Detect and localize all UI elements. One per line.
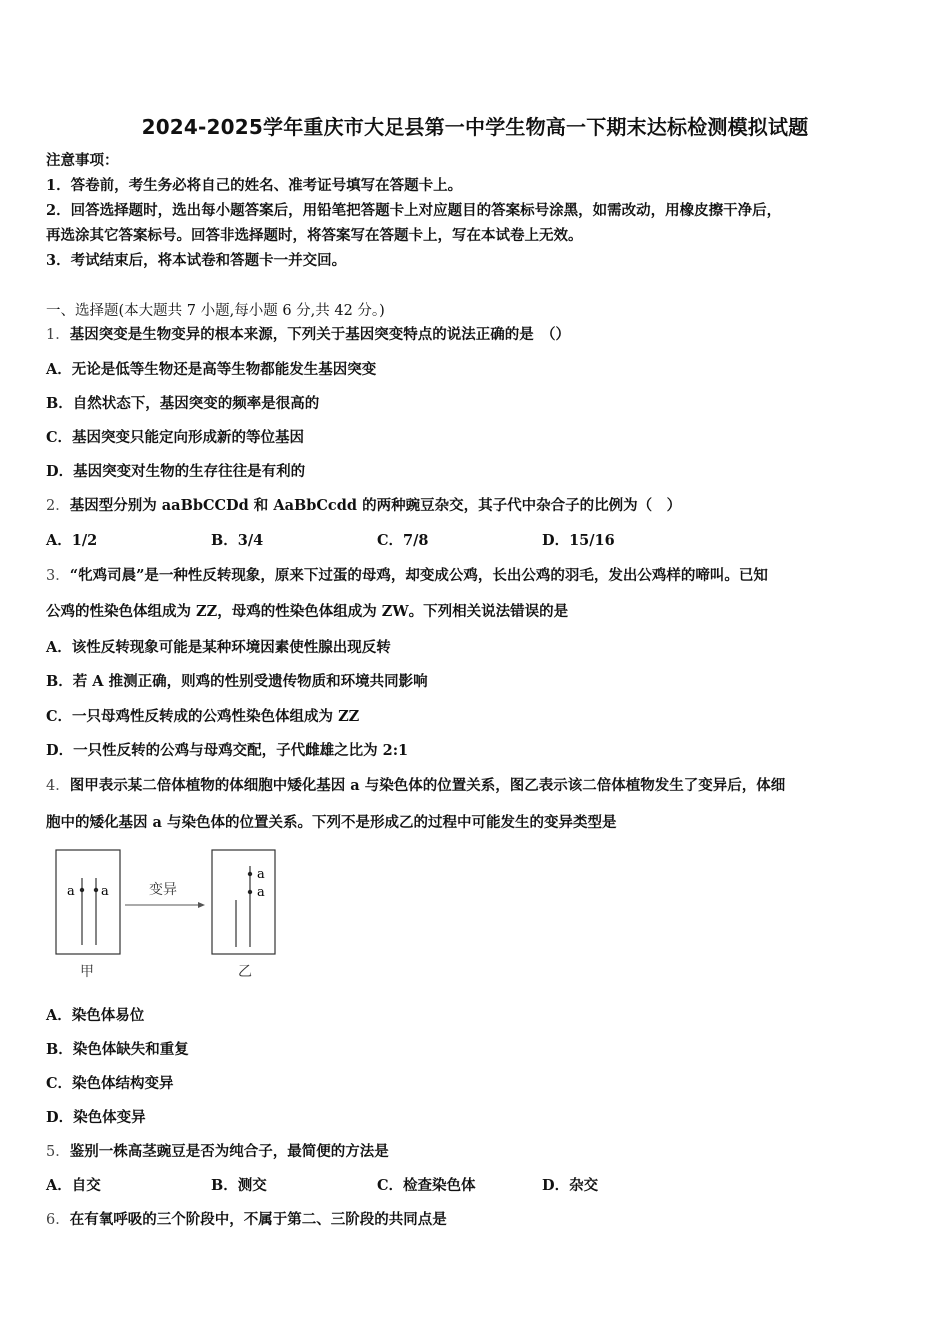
question-3 — [46, 566, 906, 586]
q3-option-c[interactable]: C．一只母鸡性反转成的公鸡性染色体组成为 ZZ — [46, 708, 360, 725]
figure-jia-box — [56, 850, 120, 954]
gene-label-right: a — [101, 884, 109, 899]
q4-option-c[interactable]: C．染色体结构变异 — [46, 1075, 174, 1092]
question-number: 4． — [46, 778, 70, 794]
question-number: 6． — [46, 1212, 70, 1228]
chromosome-figure — [55, 848, 285, 983]
q2-option-a[interactable]: A．1/2 — [46, 532, 98, 549]
question-5 — [46, 1142, 906, 1162]
q1-option-a[interactable]: A．无论是低等生物还是高等生物都能发生基因突变 — [46, 361, 377, 378]
question-number: 1． — [46, 327, 70, 343]
q5-option-c[interactable]: C．检查染色体 — [377, 1177, 476, 1194]
notice-item-1: 1．答卷前，考生务必将自己的姓名、准考证号填写在答题卡上。 — [46, 177, 463, 194]
q5-options — [46, 1176, 906, 1196]
notice-item-3: 3．考试结束后，将本试卷和答题卡一并交回。 — [46, 252, 347, 269]
q4-option-a[interactable]: A．染色体易位 — [46, 1007, 145, 1024]
question-stem: “牝鸡司晨”是一种性反转现象，原来下过蛋的母鸡，却变成公鸡，长出公鸡的羽毛，发出公鸡样的啼叫。已知 — [69, 567, 768, 584]
question-number: 2． — [46, 498, 70, 514]
gene-locus-dot — [248, 872, 252, 876]
question-1 — [46, 325, 906, 345]
q2-option-c[interactable]: C．7/8 — [377, 532, 429, 549]
q5-option-a[interactable]: A．自交 — [46, 1177, 101, 1194]
gene-locus-dot — [94, 888, 98, 892]
figure-label-jia: 甲 — [80, 964, 94, 980]
question-stem: 在有氧呼吸的三个阶段中，不属于第二、三阶段的共同点是 — [69, 1211, 447, 1228]
gene-locus-dot — [80, 888, 84, 892]
q1-option-b[interactable]: B．自然状态下，基因突变的频率是很高的 — [46, 395, 320, 412]
q2-option-b[interactable]: B．3/4 — [211, 532, 264, 549]
arrow-label: 变异 — [149, 882, 177, 898]
section-heading: 一、选择题(本大题共 7 小题,每小题 6 分,共 42 分。) — [46, 303, 385, 319]
question-number: 3． — [46, 568, 70, 584]
q3-option-a[interactable]: A．该性反转现象可能是某种环境因素使性腺出现反转 — [46, 639, 391, 656]
gene-label-top: a — [257, 867, 265, 882]
q4-option-b[interactable]: B．染色体缺失和重复 — [46, 1041, 189, 1058]
notice-item-2: 2．回答选择题时，选出每小题答案后，用铅笔把答题卡上对应题目的答案标号涂黑，如需改动，用橡皮擦干净后， — [46, 202, 782, 219]
q5-option-b[interactable]: B．测交 — [211, 1177, 267, 1194]
q1-option-c[interactable]: C．基因突变只能定向形成新的等位基因 — [46, 429, 305, 446]
q2-option-d[interactable]: D．15/16 — [542, 532, 615, 549]
gene-label-bottom: a — [257, 885, 265, 900]
gene-label-left: a — [67, 884, 75, 899]
question-number: 5． — [46, 1144, 70, 1160]
question-3-cont: 公鸡的性染色体组成为 ZZ，母鸡的性染色体组成为 ZW。下列相关说法错误的是 — [46, 603, 569, 620]
notice-heading: 注意事项： — [46, 152, 119, 169]
q3-option-b[interactable]: B．若 A 推测正确，则鸡的性别受遗传物质和环境共同影响 — [46, 673, 428, 690]
question-6 — [46, 1210, 906, 1230]
q2-options — [46, 531, 906, 551]
q3-option-d[interactable]: D．一只性反转的公鸡与母鸡交配，子代雌雄之比为 2:1 — [46, 742, 409, 759]
q4-option-d[interactable]: D．染色体变异 — [46, 1109, 146, 1126]
q1-option-d[interactable]: D．基因突变对生物的生存往往是有利的 — [46, 463, 306, 480]
question-stem: 图甲表示某二倍体植物的体细胞中矮化基因 a 与染色体的位置关系，图乙表示该二倍体植物发生了变异后，体细 — [69, 777, 786, 794]
page-title: 2024-2025学年重庆市大足县第一中学生物高一下期末达标检测模拟试题 — [141, 115, 809, 139]
question-4-cont: 胞中的矮化基因 a 与染色体的位置关系。下列不是形成乙的过程中可能发生的变异类型是 — [46, 814, 617, 831]
notice-item-2-cont: 再选涂其它答案标号。回答非选择题时，将答案写在答题卡上，写在本试卷上无效。 — [46, 227, 583, 244]
question-stem: 鉴别一株高茎豌豆是否为纯合子，最简便的方法是 — [69, 1143, 389, 1160]
gene-locus-dot — [248, 890, 252, 894]
question-stem: 基因型分别为 aaBbCCDd 和 AaBbCcdd 的两种豌豆杂交，其子代中杂合子的比例为（ ） — [69, 497, 682, 514]
q5-option-d[interactable]: D．杂交 — [542, 1177, 599, 1194]
figure-yi-box — [212, 850, 275, 954]
question-4 — [46, 776, 906, 796]
arrow-head — [198, 902, 205, 908]
figure-label-yi: 乙 — [238, 964, 252, 980]
question-2 — [46, 496, 906, 516]
question-stem: 基因突变是生物变异的根本来源，下列关于基因突变特点的说法正确的是 （） — [69, 326, 570, 343]
